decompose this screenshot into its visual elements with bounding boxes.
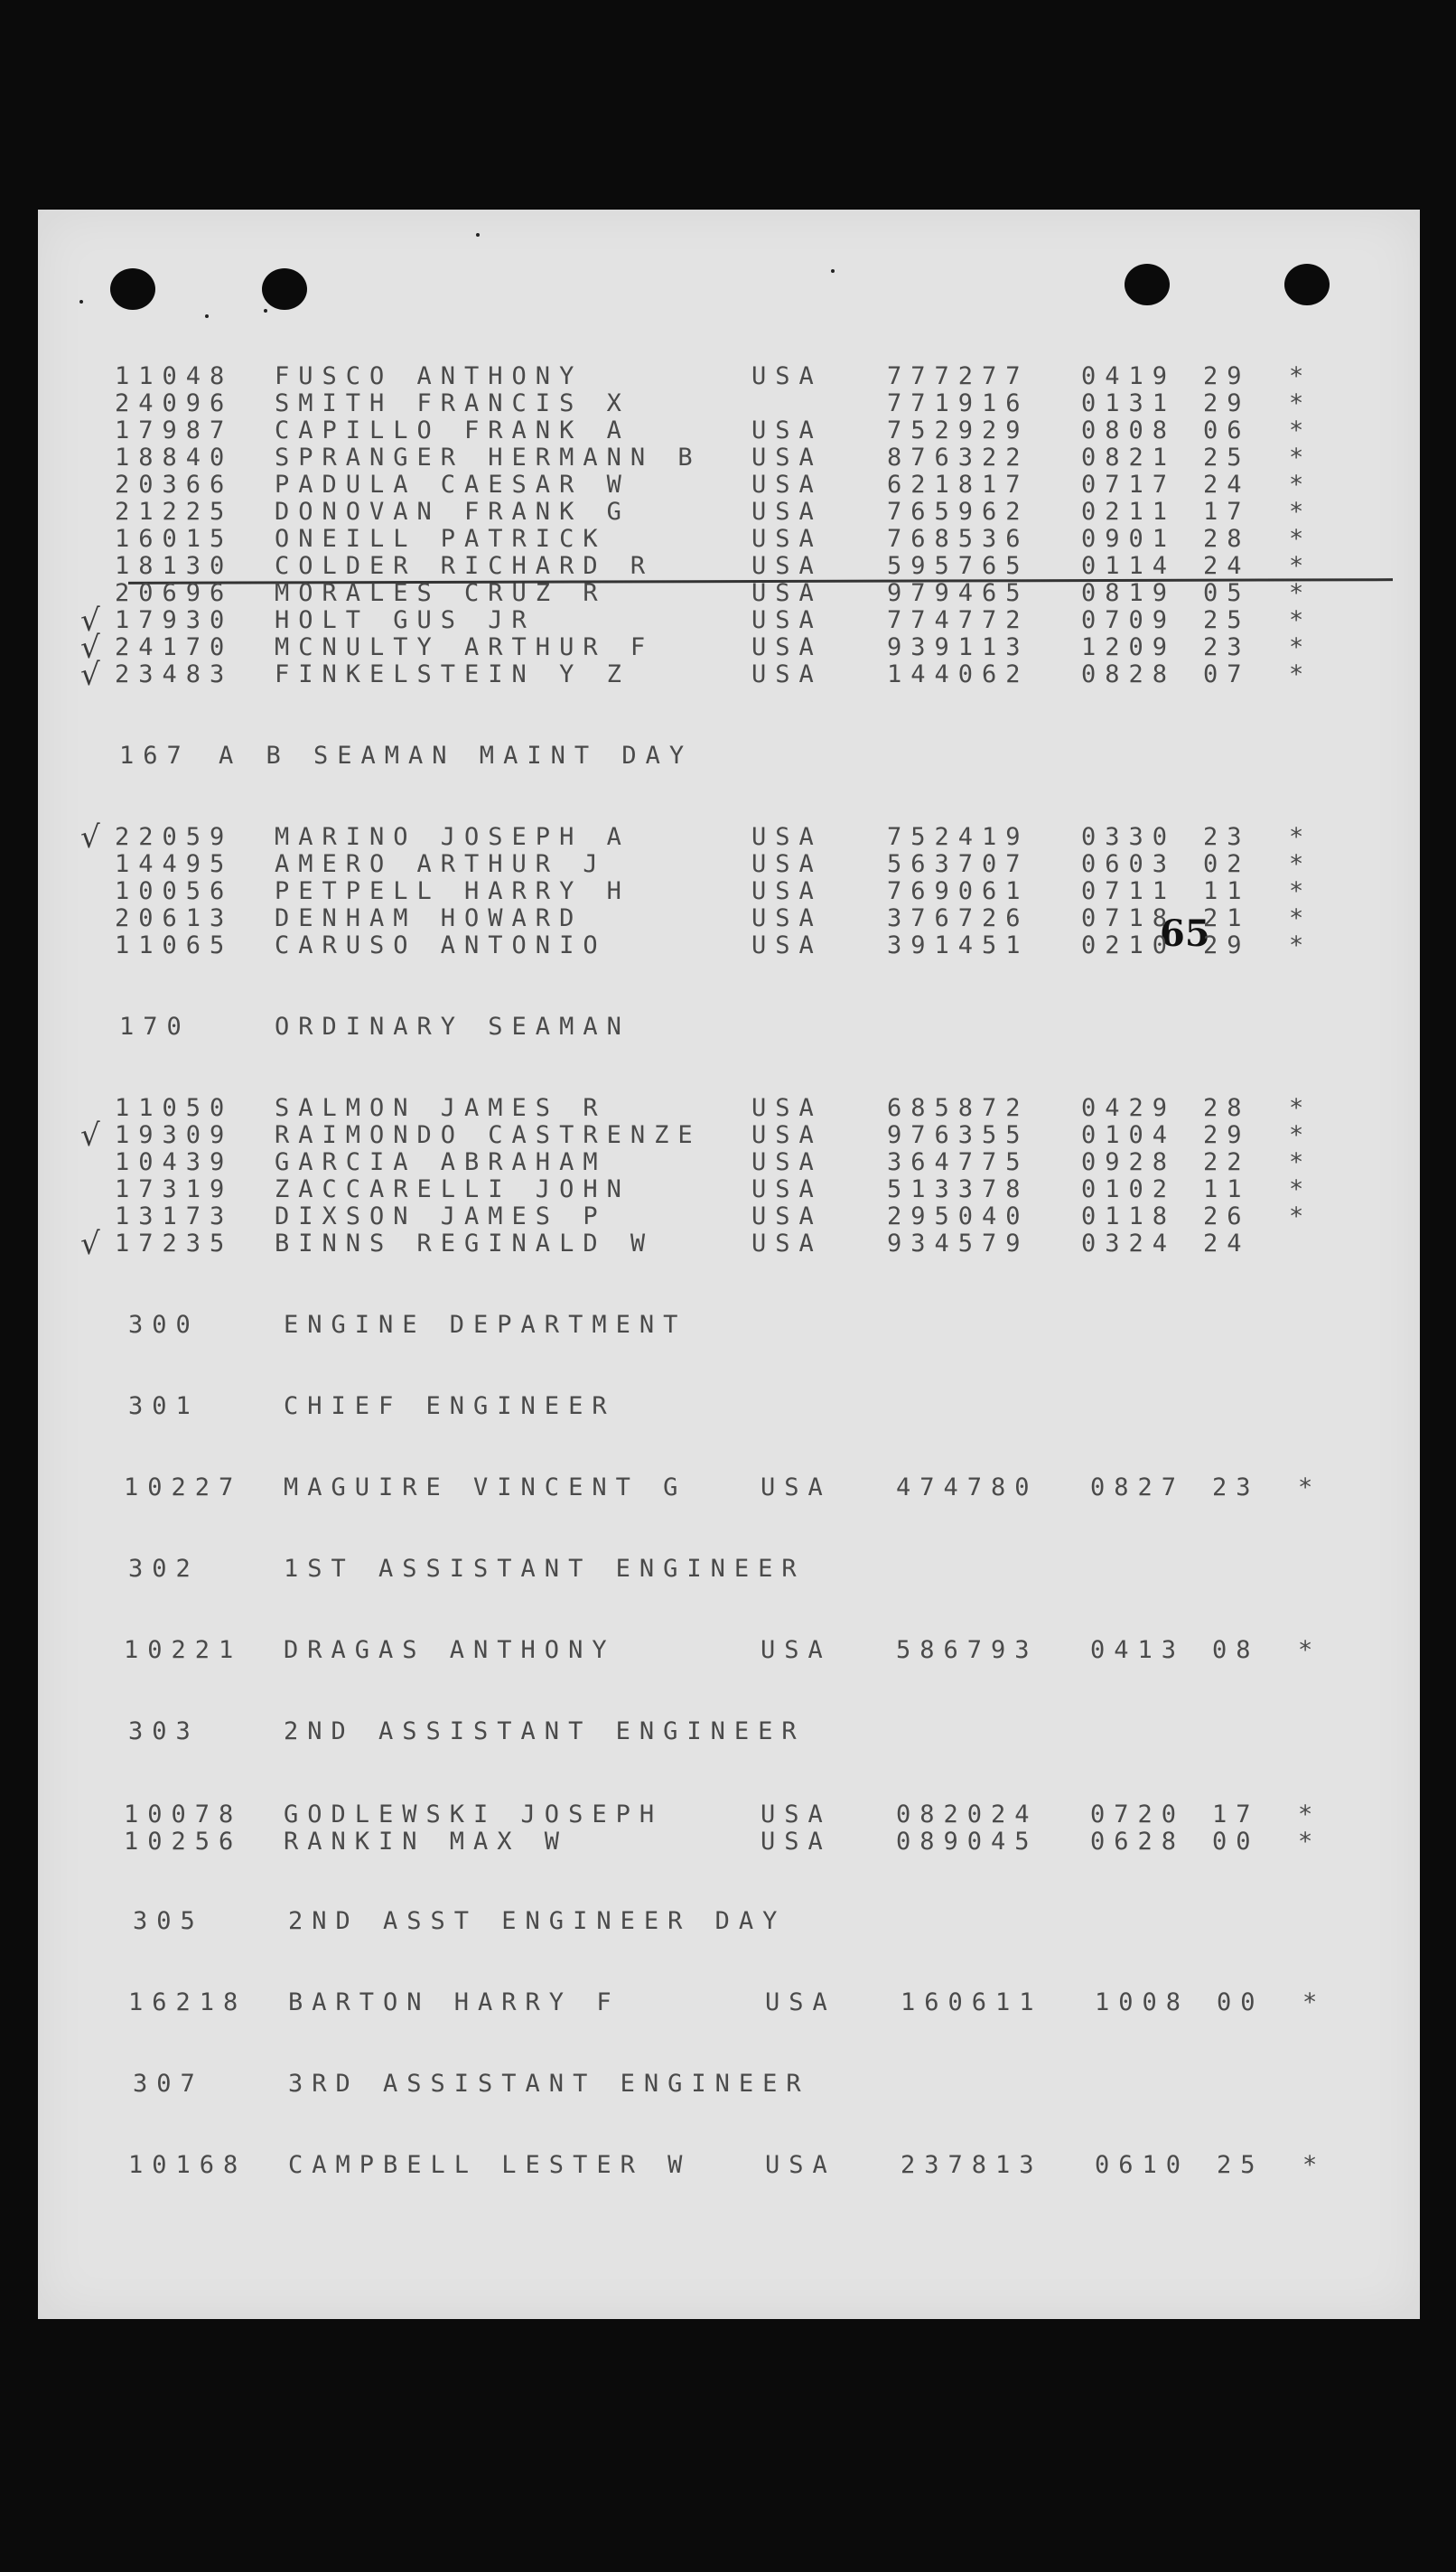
crew-id: 10221: [124, 1636, 243, 1664]
crew-id: 22059: [115, 823, 234, 851]
check-mark-icon: √: [80, 657, 109, 693]
crew-date: 0131: [1081, 389, 1177, 417]
crew-id: 10078: [124, 1800, 243, 1828]
crew-star: *: [1289, 877, 1313, 905]
crew-star: *: [1298, 1828, 1322, 1856]
crew-star: *: [1289, 931, 1313, 959]
crew-name: DENHAM HOWARD: [275, 904, 583, 932]
crew-nat: USA: [765, 1988, 836, 2016]
check-mark-icon: √: [80, 819, 109, 856]
crew-row: [38, 932, 1420, 959]
speck: [264, 309, 267, 313]
crew-row: [38, 1149, 1420, 1176]
crew-no: 237813: [901, 2151, 1043, 2179]
crew-star: *: [1289, 416, 1313, 444]
crew-age: 00: [1212, 1828, 1260, 1856]
crew-age: 25: [1203, 444, 1251, 472]
punch-hole: [1125, 264, 1170, 305]
crew-age: 29: [1203, 362, 1251, 390]
crew-no: 876322: [887, 444, 1030, 472]
crew-nat: USA: [751, 877, 823, 905]
crew-id: 23483: [115, 660, 234, 688]
crew-nat: USA: [751, 498, 823, 526]
section-title: 2ND ASSISTANT ENGINEER: [284, 1717, 806, 1745]
crew-date: 0603: [1081, 850, 1177, 878]
check-mark-icon: √: [80, 1226, 109, 1262]
punch-hole: [110, 268, 155, 310]
crew-age: 21: [1203, 904, 1251, 932]
crew-no: 976355: [887, 1121, 1030, 1149]
crew-age: 17: [1203, 498, 1251, 526]
crew-date: 0324: [1081, 1230, 1177, 1258]
section-code: 302: [128, 1555, 200, 1583]
section-title: ORDINARY SEAMAN: [275, 1013, 630, 1041]
check-mark-icon: √: [80, 1118, 109, 1154]
crew-no: 474780: [896, 1473, 1039, 1501]
crew-nat: USA: [751, 471, 823, 499]
crew-no: 513378: [887, 1175, 1030, 1203]
crew-name: FUSCO ANTHONY: [275, 362, 583, 390]
crew-date: 0828: [1081, 660, 1177, 688]
crew-id: 24170: [115, 633, 234, 661]
crew-name: MARINO JOSEPH A: [275, 823, 630, 851]
crew-no: 685872: [887, 1094, 1030, 1122]
crew-star: *: [1302, 2151, 1327, 2179]
crew-age: 23: [1203, 633, 1251, 661]
section-code: 303: [128, 1717, 200, 1745]
crew-name: GODLEWSKI JOSEPH: [284, 1800, 664, 1828]
crew-nat: USA: [751, 823, 823, 851]
crew-name: DIXSON JAMES P: [275, 1202, 607, 1230]
crew-name: ONEILL PATRICK: [275, 525, 607, 553]
crew-nat: USA: [751, 660, 823, 688]
crew-star: *: [1289, 904, 1313, 932]
crew-age: 29: [1203, 389, 1251, 417]
crew-star: *: [1289, 823, 1313, 851]
crew-date: 0808: [1081, 416, 1177, 444]
crew-star: *: [1298, 1473, 1322, 1501]
crew-row: [38, 1118, 1420, 1154]
crew-star: *: [1289, 471, 1313, 499]
crew-nat: USA: [761, 1800, 832, 1828]
crew-name: CAMPBELL LESTER W: [288, 2151, 692, 2179]
crew-date: 0821: [1081, 444, 1177, 472]
crew-name: RAIMONDO CASTRENZE: [275, 1121, 702, 1149]
crew-row: [38, 1989, 1420, 2016]
crew-no: 295040: [887, 1202, 1030, 1230]
crew-row: [38, 630, 1420, 666]
crew-nat: USA: [751, 525, 823, 553]
crew-nat: USA: [751, 931, 823, 959]
crew-id: 10168: [128, 2151, 247, 2179]
crew-star: *: [1289, 579, 1313, 607]
crew-nat: USA: [751, 1202, 823, 1230]
crew-name: GARCIA ABRAHAM: [275, 1148, 607, 1176]
section-title: 3RD ASSISTANT ENGINEER: [288, 2070, 810, 2098]
crew-date: 0717: [1081, 471, 1177, 499]
crew-star: *: [1289, 1175, 1313, 1203]
crew-age: 25: [1203, 606, 1251, 634]
section-title: ENGINE DEPARTMENT: [284, 1311, 687, 1339]
crew-no: 160611: [901, 1988, 1043, 2016]
crew-no: 595765: [887, 552, 1030, 580]
section-code: 170: [119, 1013, 191, 1041]
crew-row: [38, 472, 1420, 499]
crew-date: 0114: [1081, 552, 1177, 580]
crew-age: 02: [1203, 850, 1251, 878]
crew-age: 24: [1203, 1230, 1251, 1258]
section-code: 167: [119, 742, 191, 770]
crew-id: 16015: [115, 525, 234, 553]
crew-age: 07: [1203, 660, 1251, 688]
crew-name: BINNS REGINALD W: [275, 1230, 655, 1258]
crew-id: 10227: [124, 1473, 243, 1501]
crew-nat: USA: [751, 579, 823, 607]
crew-nat: USA: [761, 1636, 832, 1664]
crew-row: [38, 905, 1420, 932]
crew-date: 0413: [1090, 1636, 1186, 1664]
crew-row: [38, 1226, 1420, 1262]
crew-name: HOLT GUS JR: [275, 606, 536, 634]
crew-star: *: [1289, 1148, 1313, 1176]
crew-no: 563707: [887, 850, 1030, 878]
crew-name: PADULA CAESAR W: [275, 471, 630, 499]
section-title: 1ST ASSISTANT ENGINEER: [284, 1555, 806, 1583]
crew-id: 17319: [115, 1175, 234, 1203]
crew-row: [38, 499, 1420, 526]
crew-row: [38, 851, 1420, 878]
crew-row: [38, 390, 1420, 417]
crew-row: [38, 1474, 1420, 1501]
crew-age: 29: [1203, 1121, 1251, 1149]
crew-no: 769061: [887, 877, 1030, 905]
crew-row: [38, 1637, 1420, 1664]
crew-star: *: [1289, 850, 1313, 878]
crew-date: 0827: [1090, 1473, 1186, 1501]
crew-id: 18840: [115, 444, 234, 472]
crew-nat: USA: [751, 1148, 823, 1176]
crew-date: 0419: [1081, 362, 1177, 390]
crew-name: DONOVAN FRANK G: [275, 498, 630, 526]
crew-name: AMERO ARTHUR J: [275, 850, 607, 878]
page-number: 65: [1160, 912, 1210, 955]
crew-nat: USA: [761, 1473, 832, 1501]
crew-star: *: [1289, 1202, 1313, 1230]
crew-name: BARTON HARRY F: [288, 1988, 621, 2016]
crew-nat: USA: [761, 1828, 832, 1856]
crew-age: 24: [1203, 552, 1251, 580]
crew-row: [38, 580, 1420, 607]
crew-nat: USA: [751, 1175, 823, 1203]
crew-row: [38, 417, 1420, 444]
crew-star: *: [1298, 1636, 1322, 1664]
crew-age: 29: [1203, 931, 1251, 959]
crew-name: ZACCARELLI JOHN: [275, 1175, 630, 1203]
section-title: CHIEF ENGINEER: [284, 1392, 616, 1420]
crew-age: 08: [1212, 1636, 1260, 1664]
crew-age: 24: [1203, 471, 1251, 499]
crew-row: [38, 553, 1420, 580]
crew-id: 11065: [115, 931, 234, 959]
section-title: A B SEAMAN MAINT DAY: [219, 742, 694, 770]
crew-id: 20613: [115, 904, 234, 932]
crew-nat: USA: [751, 362, 823, 390]
crew-name: MORALES CRUZ R: [275, 579, 607, 607]
crew-star: *: [1298, 1800, 1322, 1828]
crew-nat: USA: [751, 1121, 823, 1149]
crew-name: MCNULTY ARTHUR F: [275, 633, 655, 661]
crew-nat: USA: [751, 1230, 823, 1258]
crew-star: *: [1289, 606, 1313, 634]
crew-id: 14495: [115, 850, 234, 878]
check-mark-icon: √: [80, 630, 109, 666]
crew-no: 765962: [887, 498, 1030, 526]
crew-date: 0429: [1081, 1094, 1177, 1122]
crew-row: [38, 657, 1420, 693]
crew-no: 144062: [887, 660, 1030, 688]
crew-date: 0210: [1081, 931, 1177, 959]
crew-id: 21225: [115, 498, 234, 526]
crew-date: 1008: [1095, 1988, 1190, 2016]
crew-age: 11: [1203, 877, 1251, 905]
crew-date: 1209: [1081, 633, 1177, 661]
crew-star: *: [1289, 525, 1313, 553]
crew-nat: USA: [751, 606, 823, 634]
crew-date: 0211: [1081, 498, 1177, 526]
crew-date: 0330: [1081, 823, 1177, 851]
crew-no: 934579: [887, 1230, 1030, 1258]
crew-row: [38, 1095, 1420, 1122]
crew-name: CAPILLO FRANK A: [275, 416, 630, 444]
crew-id: 11048: [115, 362, 234, 390]
crew-nat: USA: [751, 850, 823, 878]
crew-row: [38, 526, 1420, 553]
crew-star: *: [1289, 552, 1313, 580]
crew-no: 768536: [887, 525, 1030, 553]
crew-no: 376726: [887, 904, 1030, 932]
crew-no: 939113: [887, 633, 1030, 661]
crew-name: SALMON JAMES R: [275, 1094, 607, 1122]
crew-date: 0104: [1081, 1121, 1177, 1149]
crew-name: PETPELL HARRY H: [275, 877, 630, 905]
crew-age: 06: [1203, 416, 1251, 444]
crew-row: [38, 2152, 1420, 2179]
section-title: 2ND ASST ENGINEER DAY: [288, 1907, 787, 1935]
punch-hole: [262, 268, 307, 310]
crew-id: 10056: [115, 877, 234, 905]
section-code: 307: [133, 2070, 204, 2098]
crew-no: 089045: [896, 1828, 1039, 1856]
crew-name: SPRANGER HERMANN B: [275, 444, 702, 472]
crew-age: 05: [1203, 579, 1251, 607]
speck: [79, 300, 83, 304]
crew-name: COLDER RICHARD R: [275, 552, 655, 580]
speck: [831, 269, 835, 273]
crew-id: 20366: [115, 471, 234, 499]
section-code: 301: [128, 1392, 200, 1420]
crew-date: 0102: [1081, 1175, 1177, 1203]
crew-star: *: [1289, 444, 1313, 472]
speck: [205, 314, 209, 318]
crew-no: 771916: [887, 389, 1030, 417]
crew-row: [38, 878, 1420, 905]
crew-date: 0718: [1081, 904, 1177, 932]
crew-date: 0901: [1081, 525, 1177, 553]
crew-star: *: [1289, 633, 1313, 661]
crew-no: 364775: [887, 1148, 1030, 1176]
crew-name: FINKELSTEIN Y Z: [275, 660, 630, 688]
crew-no: 621817: [887, 471, 1030, 499]
crew-date: 0628: [1090, 1828, 1186, 1856]
crew-id: 17930: [115, 606, 234, 634]
crew-row: [38, 603, 1420, 639]
crew-id: 17235: [115, 1230, 234, 1258]
crew-name: SMITH FRANCIS X: [275, 389, 630, 417]
crew-star: *: [1289, 498, 1313, 526]
crew-age: 22: [1203, 1148, 1251, 1176]
document-sheet: [38, 210, 1420, 2319]
crew-no: 979465: [887, 579, 1030, 607]
crew-date: 0118: [1081, 1202, 1177, 1230]
crew-nat: USA: [751, 633, 823, 661]
crew-id: 19309: [115, 1121, 234, 1149]
crew-date: 0709: [1081, 606, 1177, 634]
crew-nat: USA: [751, 1094, 823, 1122]
crew-id: 24096: [115, 389, 234, 417]
crew-nat: USA: [751, 552, 823, 580]
crew-date: 0928: [1081, 1148, 1177, 1176]
crew-id: 10256: [124, 1828, 243, 1856]
crew-row: [38, 1801, 1420, 1828]
crew-age: 11: [1203, 1175, 1251, 1203]
crew-row: [38, 444, 1420, 472]
crew-no: 082024: [896, 1800, 1039, 1828]
crew-id: 20696: [115, 579, 234, 607]
crew-nat: USA: [751, 444, 823, 472]
check-mark-icon: √: [80, 603, 109, 639]
crew-no: 774772: [887, 606, 1030, 634]
crew-nat: USA: [751, 904, 823, 932]
speck: [476, 233, 480, 237]
crew-id: 13173: [115, 1202, 234, 1230]
crew-no: 752929: [887, 416, 1030, 444]
crew-age: 23: [1212, 1473, 1260, 1501]
crew-age: 00: [1217, 1988, 1265, 2016]
crew-no: 777277: [887, 362, 1030, 390]
crew-name: MAGUIRE VINCENT G: [284, 1473, 687, 1501]
crew-age: 25: [1217, 2151, 1265, 2179]
crew-name: DRAGAS ANTHONY: [284, 1636, 616, 1664]
crew-id: 16218: [128, 1988, 247, 2016]
crew-row: [38, 1176, 1420, 1203]
crew-star: *: [1289, 1094, 1313, 1122]
crew-star: *: [1289, 660, 1313, 688]
crew-age: 17: [1212, 1800, 1260, 1828]
crew-name: CARUSO ANTONIO: [275, 931, 607, 959]
section-code: 300: [128, 1311, 200, 1339]
crew-date: 0610: [1095, 2151, 1190, 2179]
crew-row: [38, 819, 1420, 856]
crew-id: 18130: [115, 552, 234, 580]
section-code: 305: [133, 1907, 204, 1935]
crew-nat: USA: [751, 416, 823, 444]
crew-id: 10439: [115, 1148, 234, 1176]
crew-age: 26: [1203, 1202, 1251, 1230]
punch-hole: [1284, 264, 1330, 305]
crew-id: 11050: [115, 1094, 234, 1122]
crew-date: 0819: [1081, 579, 1177, 607]
crew-age: 28: [1203, 525, 1251, 553]
crew-row: [38, 1203, 1420, 1230]
crew-name: RANKIN MAX W: [284, 1828, 569, 1856]
crew-row: [38, 363, 1420, 390]
crew-nat: USA: [765, 2151, 836, 2179]
crew-date: 0711: [1081, 877, 1177, 905]
crew-no: 391451: [887, 931, 1030, 959]
crew-id: 17987: [115, 416, 234, 444]
crew-date: 0720: [1090, 1800, 1186, 1828]
crew-age: 28: [1203, 1094, 1251, 1122]
crew-star: *: [1289, 1121, 1313, 1149]
crew-star: *: [1302, 1988, 1327, 2016]
crew-age: 23: [1203, 823, 1251, 851]
crew-row: [38, 1828, 1420, 1856]
crew-star: *: [1289, 362, 1313, 390]
crew-star: *: [1289, 389, 1313, 417]
crew-no: 752419: [887, 823, 1030, 851]
crew-no: 586793: [896, 1636, 1039, 1664]
